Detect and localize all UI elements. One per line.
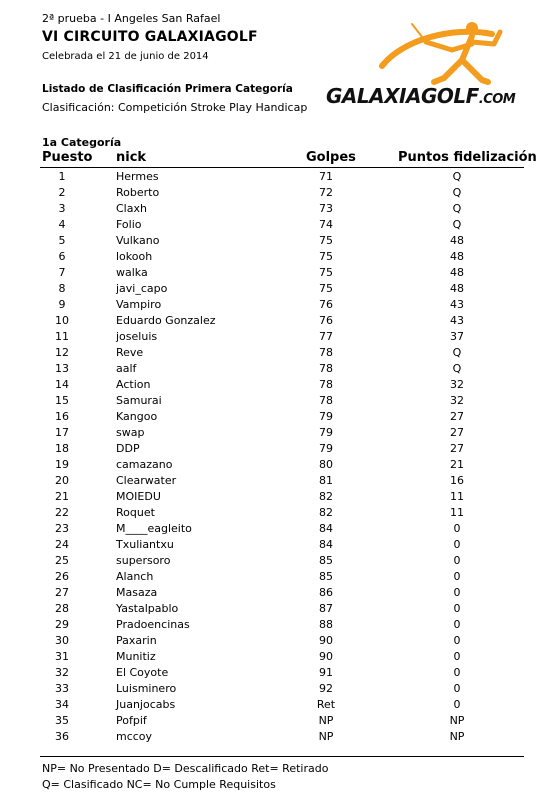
cell-nick: DDP [116, 442, 140, 455]
table-row [0, 297, 556, 313]
cell-puntos: 48 [450, 234, 464, 247]
cell-nick: Txuliantxu [116, 538, 174, 551]
cell-puesto: 5 [58, 234, 66, 247]
cell-nick: Yastalpablo [116, 602, 179, 615]
table-row [0, 681, 556, 697]
cell-puntos: 0 [453, 602, 461, 615]
cell-puntos: 27 [450, 426, 464, 439]
cell-golpes: 79 [319, 442, 333, 455]
cell-puesto: 36 [55, 730, 69, 743]
cell-golpes: 82 [319, 506, 333, 519]
cell-golpes: 78 [319, 362, 333, 375]
cell-golpes: 82 [319, 490, 333, 503]
cell-golpes: 91 [319, 666, 333, 679]
cell-puntos: 0 [453, 682, 461, 695]
table-row [0, 665, 556, 681]
cell-nick: swap [116, 426, 145, 439]
cell-puesto: 19 [55, 458, 69, 471]
cell-puntos: 32 [450, 394, 464, 407]
cell-golpes: 74 [319, 218, 333, 231]
event-title: VI CIRCUITO GALAXIAGOLF [42, 29, 258, 45]
cell-puntos: Q [452, 186, 462, 199]
table-row [0, 361, 556, 377]
cell-nick: Folio [116, 218, 142, 231]
cell-nick: Alanch [116, 570, 154, 583]
cell-nick: MOIEDU [116, 490, 161, 503]
cell-puntos: 16 [450, 474, 464, 487]
table-row [0, 265, 556, 281]
table-row [0, 281, 556, 297]
cell-puntos: 0 [453, 634, 461, 647]
cell-golpes: 76 [319, 298, 333, 311]
cell-puesto: 26 [55, 570, 69, 583]
table-row [0, 697, 556, 713]
cell-puntos: 0 [453, 650, 461, 663]
cell-puntos: 0 [453, 522, 461, 535]
cell-nick: Pofpif [116, 714, 147, 727]
cell-nick: Hermes [116, 170, 159, 183]
cell-puesto: 4 [58, 218, 66, 231]
cell-puesto: 34 [55, 698, 69, 711]
cell-puntos: NP [449, 714, 465, 727]
cell-nick: joseluis [116, 330, 158, 343]
cell-puntos: 0 [453, 666, 461, 679]
event-date: Celebrada el 21 de junio de 2014 [42, 51, 209, 62]
cell-puntos: 0 [453, 570, 461, 583]
table-row [0, 441, 556, 457]
legend-line-2: Q= Clasificado NC= No Cumple Requisitos [42, 778, 276, 791]
cell-puesto: 20 [55, 474, 69, 487]
cell-puesto: 31 [55, 650, 69, 663]
cell-puntos: 37 [450, 330, 464, 343]
cell-golpes: 87 [319, 602, 333, 615]
table-row [0, 729, 556, 745]
cell-golpes: 79 [319, 426, 333, 439]
cell-nick: aalf [116, 362, 137, 375]
cell-nick: Vampiro [116, 298, 162, 311]
table-row [0, 601, 556, 617]
cell-nick: M____eagleito [116, 522, 192, 535]
list-title: Listado de Clasificación Primera Categoría [42, 83, 293, 95]
cell-puntos: Q [452, 170, 462, 183]
cell-nick: Pradoencinas [116, 618, 190, 631]
cell-nick: lokooh [116, 250, 153, 263]
cell-nick: Vulkano [116, 234, 160, 247]
table-row [0, 537, 556, 553]
cell-puntos: Q [452, 218, 462, 231]
cell-puntos: 0 [453, 698, 461, 711]
cell-puesto: 33 [55, 682, 69, 695]
cell-puesto: 15 [55, 394, 69, 407]
cell-puesto: 10 [55, 314, 69, 327]
cell-puntos: Q [452, 346, 462, 359]
cell-puntos: 48 [450, 250, 464, 263]
cell-puesto: 25 [55, 554, 69, 567]
table-row [0, 217, 556, 233]
cell-nick: Roquet [116, 506, 155, 519]
cell-golpes: 85 [319, 554, 333, 567]
cell-nick: Reve [116, 346, 144, 359]
cell-nick: supersoro [116, 554, 171, 567]
cell-nick: Eduardo Gonzalez [116, 314, 216, 327]
cell-puntos: 0 [453, 586, 461, 599]
cell-nick: Munitiz [116, 650, 156, 663]
cell-puesto: 18 [55, 442, 69, 455]
cell-puesto: 8 [58, 282, 66, 295]
cell-nick: Samurai [116, 394, 162, 407]
cell-puesto: 22 [55, 506, 69, 519]
cell-nick: Claxh [116, 202, 147, 215]
cell-golpes: 73 [319, 202, 333, 215]
cell-golpes: NP [318, 714, 334, 727]
table-row [0, 345, 556, 361]
results-table [0, 169, 556, 745]
cell-golpes: 72 [319, 186, 333, 199]
cell-puntos: 27 [450, 410, 464, 423]
table-row [0, 425, 556, 441]
cell-puntos: 0 [453, 618, 461, 631]
cell-golpes: 75 [319, 282, 333, 295]
column-header-golpes: Golpes [306, 150, 356, 165]
cell-nick: Action [116, 378, 151, 391]
cell-golpes: 77 [319, 330, 333, 343]
table-row [0, 585, 556, 601]
cell-golpes: 80 [319, 458, 333, 471]
cell-puesto: 24 [55, 538, 69, 551]
cell-puesto: 1 [58, 170, 66, 183]
footer-divider [40, 756, 524, 757]
table-row [0, 249, 556, 265]
cell-golpes: 81 [319, 474, 333, 487]
brand-suffix: .COM [478, 92, 516, 107]
column-header-puesto: Puesto [42, 150, 93, 165]
cell-golpes: 75 [319, 250, 333, 263]
category-label: 1a Categoría [42, 136, 122, 149]
table-row [0, 457, 556, 473]
cell-puesto: 21 [55, 490, 69, 503]
cell-puntos: Q [452, 202, 462, 215]
table-row [0, 233, 556, 249]
cell-puesto: 29 [55, 618, 69, 631]
cell-golpes: 71 [319, 170, 333, 183]
table-row [0, 713, 556, 729]
cell-puntos: 43 [450, 298, 464, 311]
legend-line-1: NP= No Presentado D= Descalificado Ret= Retirado [42, 762, 329, 775]
cell-puesto: 28 [55, 602, 69, 615]
cell-nick: Roberto [116, 186, 160, 199]
cell-nick: javi_capo [116, 282, 168, 295]
table-row [0, 169, 556, 185]
cell-puntos: 27 [450, 442, 464, 455]
brand-logo-text [326, 84, 515, 108]
cell-golpes: 84 [319, 538, 333, 551]
cell-golpes: 76 [319, 314, 333, 327]
cell-puntos: 11 [450, 490, 464, 503]
table-row [0, 393, 556, 409]
cell-golpes: 88 [319, 618, 333, 631]
cell-golpes: 92 [319, 682, 333, 695]
cell-puntos: 0 [453, 554, 461, 567]
cell-golpes: Ret [316, 698, 336, 711]
cell-puntos: 21 [450, 458, 464, 471]
brand-name: GALAXIAGOLF [326, 84, 479, 108]
cell-nick: camazano [116, 458, 173, 471]
table-row [0, 505, 556, 521]
cell-puesto: 9 [58, 298, 66, 311]
cell-puesto: 2 [58, 186, 66, 199]
cell-nick: mccoy [116, 730, 153, 743]
column-header-nick: nick [116, 150, 147, 165]
cell-puntos: 32 [450, 378, 464, 391]
cell-puntos: 48 [450, 282, 464, 295]
cell-nick: Paxarin [116, 634, 157, 647]
cell-nick: walka [116, 266, 148, 279]
cell-puntos: NP [449, 730, 465, 743]
table-row [0, 649, 556, 665]
cell-puesto: 12 [55, 346, 69, 359]
cell-golpes: 90 [319, 634, 333, 647]
cell-golpes: 79 [319, 410, 333, 423]
cell-puesto: 14 [55, 378, 69, 391]
cell-nick: Luisminero [116, 682, 177, 695]
cell-puesto: 32 [55, 666, 69, 679]
table-row [0, 489, 556, 505]
column-header-puntos: Puntos fidelización [398, 150, 537, 165]
cell-golpes: 90 [319, 650, 333, 663]
cell-golpes: 85 [319, 570, 333, 583]
table-row [0, 185, 556, 201]
cell-puntos: 11 [450, 506, 464, 519]
table-row [0, 617, 556, 633]
cell-puesto: 3 [58, 202, 66, 215]
cell-puesto: 30 [55, 634, 69, 647]
cell-puesto: 16 [55, 410, 69, 423]
cell-golpes: 84 [319, 522, 333, 535]
cell-nick: Juanjocabs [116, 698, 176, 711]
cell-golpes: 78 [319, 346, 333, 359]
table-row [0, 409, 556, 425]
cell-golpes: 86 [319, 586, 333, 599]
cell-puesto: 23 [55, 522, 69, 535]
event-subtitle: 2ª prueba - I Angeles San Rafael [42, 12, 221, 25]
cell-nick: Clearwater [116, 474, 177, 487]
cell-golpes: 78 [319, 378, 333, 391]
cell-puesto: 11 [55, 330, 69, 343]
cell-puesto: 7 [58, 266, 66, 279]
cell-golpes: 75 [319, 266, 333, 279]
cell-puntos: 43 [450, 314, 464, 327]
cell-puesto: 27 [55, 586, 69, 599]
header-divider [40, 167, 524, 168]
table-row [0, 473, 556, 489]
table-row [0, 201, 556, 217]
table-row [0, 329, 556, 345]
table-row [0, 521, 556, 537]
cell-golpes: 75 [319, 234, 333, 247]
cell-nick: Masaza [116, 586, 158, 599]
cell-golpes: NP [318, 730, 334, 743]
cell-nick: Kangoo [116, 410, 158, 423]
cell-puesto: 6 [58, 250, 66, 263]
table-row [0, 569, 556, 585]
cell-puesto: 35 [55, 714, 69, 727]
classification-type: Clasificación: Competición Stroke Play Handicap [42, 101, 308, 114]
cell-puntos: Q [452, 362, 462, 375]
table-row [0, 553, 556, 569]
table-row [0, 633, 556, 649]
cell-puntos: 48 [450, 266, 464, 279]
cell-puesto: 17 [55, 426, 69, 439]
cell-puntos: 0 [453, 538, 461, 551]
cell-nick: El Coyote [116, 666, 169, 679]
cell-golpes: 78 [319, 394, 333, 407]
table-row [0, 377, 556, 393]
cell-puesto: 13 [55, 362, 69, 375]
table-row [0, 313, 556, 329]
